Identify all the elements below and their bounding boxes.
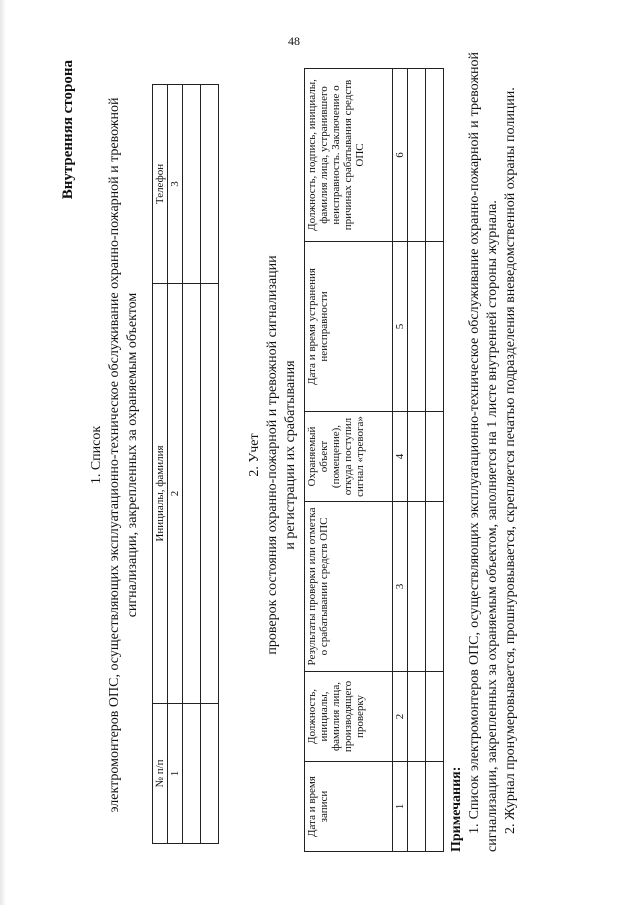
- section2-subtitle-2: и регистрации их срабатывания: [283, 360, 298, 550]
- staff-col-num: № п/п: [153, 704, 168, 844]
- section2-subtitle-1: проверок состояния охранно-пожарной и тревожной сигнализации: [265, 255, 280, 655]
- checks-num-6: 6: [393, 69, 408, 242]
- checks-empty: [426, 762, 444, 852]
- checks-col-conclusion: Должность, подпись, инициалы, фамилия лица, устранившего неисправность. Заключение о причинах срабатывания средств ОПС: [305, 69, 393, 242]
- checks-empty: [426, 242, 444, 412]
- staff-empty: [183, 284, 201, 704]
- rotated-page: [40, 40, 600, 870]
- checks-empty: [408, 412, 426, 502]
- checks-num-4: 4: [393, 412, 408, 502]
- section1-subtitle-1: электромонтеров ОПС, осуществляющих эксплуатационно-техническое обслуживание охранно-пожарной и тревожной: [107, 97, 122, 813]
- staff-empty: [201, 704, 219, 844]
- staff-empty: [201, 284, 219, 704]
- staff-empty: [201, 85, 219, 284]
- checks-empty: [426, 502, 444, 672]
- checks-num-1: 1: [393, 762, 408, 852]
- checks-col-object: Охраняемый объект (помещение), откуда поступил сигнал «тревога»: [305, 412, 393, 502]
- checks-col-results: Результаты проверки или отметка о срабатывании средств ОПС: [305, 502, 393, 672]
- checks-num-5: 5: [393, 242, 408, 412]
- checks-empty: [408, 502, 426, 672]
- checks-empty: [426, 69, 444, 242]
- checks-empty: [408, 242, 426, 412]
- checks-empty: [426, 412, 444, 502]
- page-number: 48: [288, 34, 300, 48]
- checks-col-date: Дата и время записи: [305, 762, 393, 852]
- notes: [448, 52, 520, 852]
- checks-empty: [408, 69, 426, 242]
- section1-subtitle-2: сигнализации, закрепленных за охраняемым объектом: [125, 292, 140, 618]
- staff-col-phone: Телефон: [153, 85, 168, 284]
- checks-empty: [408, 762, 426, 852]
- notes-heading: Примечания:: [449, 766, 464, 852]
- scan-edge: [0, 0, 6, 905]
- staff-table: [152, 84, 219, 844]
- staff-num-3: 3: [168, 85, 183, 284]
- staff-empty: [183, 704, 201, 844]
- staff-col-name: Инициалы, фамилия: [153, 284, 168, 704]
- staff-num-1: 1: [168, 704, 183, 844]
- note-2: 2. Журнал пронумеровывается, прошнуровывается, скрепляется печатью подразделения вневедомственной охраны полиции.: [503, 87, 518, 834]
- checks-table: [304, 68, 444, 852]
- staff-empty: [183, 85, 201, 284]
- inner-side-heading: Внутренняя сторона: [60, 60, 76, 200]
- staff-num-2: 2: [168, 284, 183, 704]
- checks-num-2: 2: [393, 672, 408, 762]
- checks-empty: [426, 672, 444, 762]
- checks-empty: [408, 672, 426, 762]
- note-1: 1. Список электромонтеров ОПС, осуществляющих эксплуатационно-техническое обслуживание охранно-пожарной и тревожной сигнализации, закрепленных за охраняемым объектом, заполняется на 1 листе внутренней стороны журнала.: [467, 52, 500, 852]
- checks-col-fixed-date: Дата и время устранения неисправности: [305, 242, 393, 412]
- section2-title: 2. Учет: [247, 433, 262, 477]
- checks-col-inspector: Должность, инициалы, фамилия лица, производящего проверку: [305, 672, 393, 762]
- section1-title: 1. Список: [89, 425, 104, 485]
- checks-num-3: 3: [393, 502, 408, 672]
